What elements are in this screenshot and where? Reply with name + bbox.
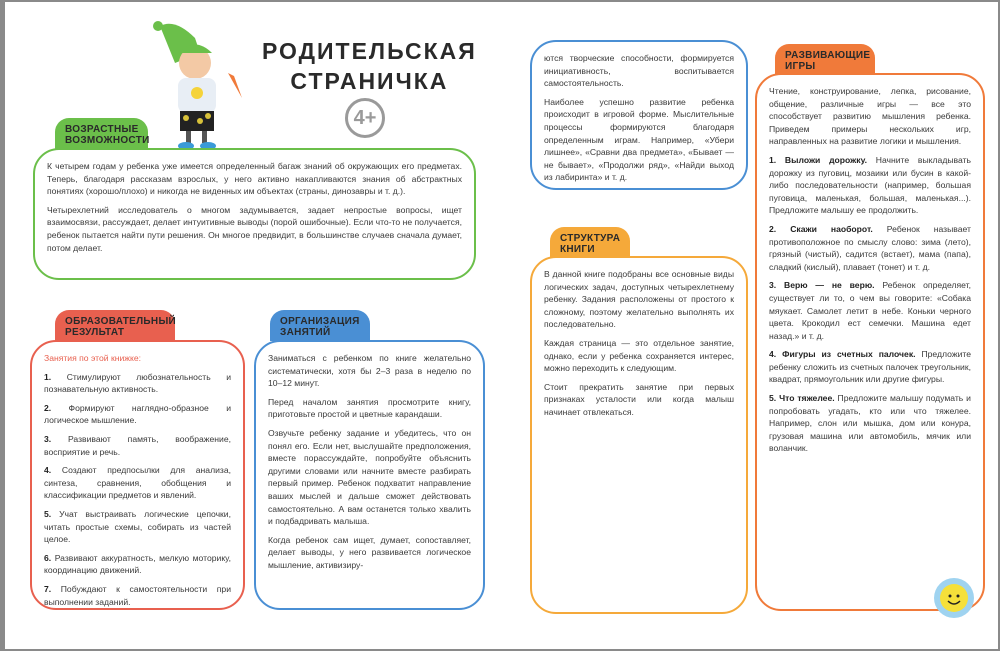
paragraph: Наиболее успешно развитие ребенка происходит в игровой форме. Мыслительные процессы формируются благодаря определенным играм. Например, «Убери лишнее», «Сравни два предмета», «Бывает — не бывает», «Продолжи ряд», «Найди выход из лабиринта» и т. д. <box>544 96 734 183</box>
result-item <box>44 433 231 458</box>
result-heading: Занятия по этой книжке: <box>44 353 142 363</box>
item-number: 6. <box>44 552 52 563</box>
item-text: Развивают аккуратность, мелкую моторику, координацию движений. <box>44 552 231 576</box>
educational-result-box <box>30 340 245 610</box>
game-title: 5. Что тяжелее. <box>769 393 835 404</box>
game-text: Предложите ребенку сложить из счетных палочек треугольник, квадрат, прямоугольник или другие фигуры. <box>769 349 971 385</box>
item-number: 4. <box>44 465 52 476</box>
game-item <box>769 348 971 386</box>
result-item <box>44 402 231 427</box>
developing-games-box <box>755 73 985 611</box>
tab-developing-games: РАЗВИВАЮЩИЕ ИГРЫ <box>775 44 875 75</box>
paragraph: Перед началом занятия просмотрите книгу, приготовьте простой и цветные карандаши. <box>268 396 471 420</box>
result-item <box>44 552 231 577</box>
paragraph: Каждая страница — это отдельное занятие, однако, если у ребенка сохраняется интерес, можно переходить к следующим. <box>544 337 734 374</box>
paragraph: Когда ребенок сам ищет, думает, сопоставляет, делает выводы, у него развивается логическое мышление, активизиру- <box>268 534 471 570</box>
tab-age-capabilities: ВОЗРАСТНЫЕ ВОЗМОЖНОСТИ <box>55 118 148 149</box>
item-text: Формируют наглядно-образное и логическое мышление. <box>44 402 232 426</box>
game-title: 4. Фигуры из счетных палочек. <box>769 349 916 360</box>
page-title <box>262 36 477 96</box>
game-title: 3. Верю — не верю. <box>769 280 875 291</box>
result-item <box>44 508 231 546</box>
paragraph: Чтение, конструирование, лепка, рисование, общение, различные игры — все это способствует развитию мышления ребенка. Приведем примеры нескольких игр, направленных на развитие логики и мышления. <box>769 86 971 147</box>
item-number: 2. <box>44 402 52 413</box>
result-item <box>44 464 231 502</box>
organization-box-continued <box>530 40 748 190</box>
item-text: Побуждают к самостоятельности при выполнении заданий. <box>44 583 231 607</box>
organization-box <box>254 340 485 610</box>
item-number: 5. <box>44 508 52 519</box>
item-text: Учат выстраивать логические цепочки, читать простые схемы, собирать из частей целое. <box>44 508 231 545</box>
game-item <box>769 223 971 273</box>
game-text: Начните выкладывать дорожку из пуговиц, мозаики или бусин в какой-либо последовательности (например, большая пуговица, маленькая, большая, маленькая...). Предложите малышу ее продолжить. <box>769 154 971 216</box>
sun-icon <box>932 576 976 620</box>
tab-educational-result: ОБРАЗОВАТЕЛЬНЫЙ РЕЗУЛЬТАТ <box>55 310 175 341</box>
book-structure-box <box>530 256 748 614</box>
paragraph: Стоит прекратить занятие при первых признаках усталости или когда малыш начинает отвлекаться. <box>544 381 734 417</box>
game-text: Ребенок называет противоположное по смыслу слово: зима (лето), грязный (чистый), садится (встает), мама (папа), сладкий (кислый), плавает (тонет) и т. д. <box>769 223 971 272</box>
tab-book-structure: СТРУКТУРА КНИГИ <box>550 227 630 258</box>
boy-illustration <box>150 18 250 153</box>
paragraph: К четырем годам у ребенка уже имеется определенный багаж знаний об окружающих его предметах. Теперь, благодаря рассказам взрослых, у него активно накапливаются знания об абстрактных понятиях (хорошо/плохо) и никогда не виденных им объектах (страны, динозавры и т. д.). <box>47 161 462 197</box>
game-text: Предложите малышу подумать и попробовать угадать, кто или что тяжелее. Например, слон или мышка, дом или конура, грузовая машина или автомобиль, мячик или воланчик. <box>769 393 971 454</box>
game-item <box>769 154 971 217</box>
result-item <box>44 583 231 608</box>
paragraph: Четырехлетний исследователь о многом задумывается, задает непростые вопросы, ищет взаимосвязи, рассуждает, делает интуитивные выводы (порой ошибочные). Если что-то не получается, ребенок пытается найти пути решения. Он многое предвидит, в большинстве случаев сначала думает, потом делает. <box>47 204 462 253</box>
title-line-1: РОДИТЕЛЬСКАЯ <box>262 38 477 64</box>
item-text: Развивают память, воображение, восприятие и речь. <box>44 433 232 457</box>
paragraph: Озвучьте ребенку задание и убедитесь, что он понял его. Если нет, выслушайте предположения, вместе порассуждайте, попробуйте объяснить другими словами или начните вместе разбирать первый пример. Ребенок подхватит направление ваших мыслей и дальше сможет действовать самостоятельно. А вам останется только хвалить и подбадривать малыша. <box>268 427 471 527</box>
game-item <box>769 279 971 342</box>
item-number: 7. <box>44 583 52 594</box>
title-line-2: СТРАНИЧКА <box>290 68 449 94</box>
tab-organization: ОРГАНИЗАЦИЯ ЗАНЯТИЙ <box>270 310 370 341</box>
game-text: Ребенок определяет, существует ли то, о чем вы говорите: «Собака мяукает. Самолет летит в небе. Коньки черного цвета. Крокодил ест семечки. Машина едет назад.» и т. д. <box>769 280 971 341</box>
result-item <box>44 371 231 396</box>
game-title: 2. Скажи наоборот. <box>769 223 873 234</box>
item-number: 1. <box>44 371 52 382</box>
age-badge: 4+ <box>345 98 385 138</box>
item-text: Создают предпосылки для анализа, синтеза, сравнения, обобщения и классификации предметов и явлений. <box>44 465 232 501</box>
paragraph: В данной книге подобраны все основные виды логических задач, доступных четырехлетнему ребенку. Задания расположены от простого к сложному, поэтому желательно выполнять их последовательно. <box>544 269 734 330</box>
game-item <box>769 392 971 455</box>
paragraph: ются творческие способности, формируется инициативность, воспитывается самостоятельность. <box>544 53 734 89</box>
game-title: 1. Выложи дорожку. <box>769 154 867 165</box>
item-number: 3. <box>44 433 52 444</box>
paragraph: Заниматься с ребенком по книге желательно систематически, хотя бы 2–3 раза в неделю по 10–12 минут. <box>268 353 471 389</box>
age-capabilities-box <box>33 148 476 280</box>
item-text: Стимулируют любознательность и познавательную активность. <box>44 371 231 395</box>
